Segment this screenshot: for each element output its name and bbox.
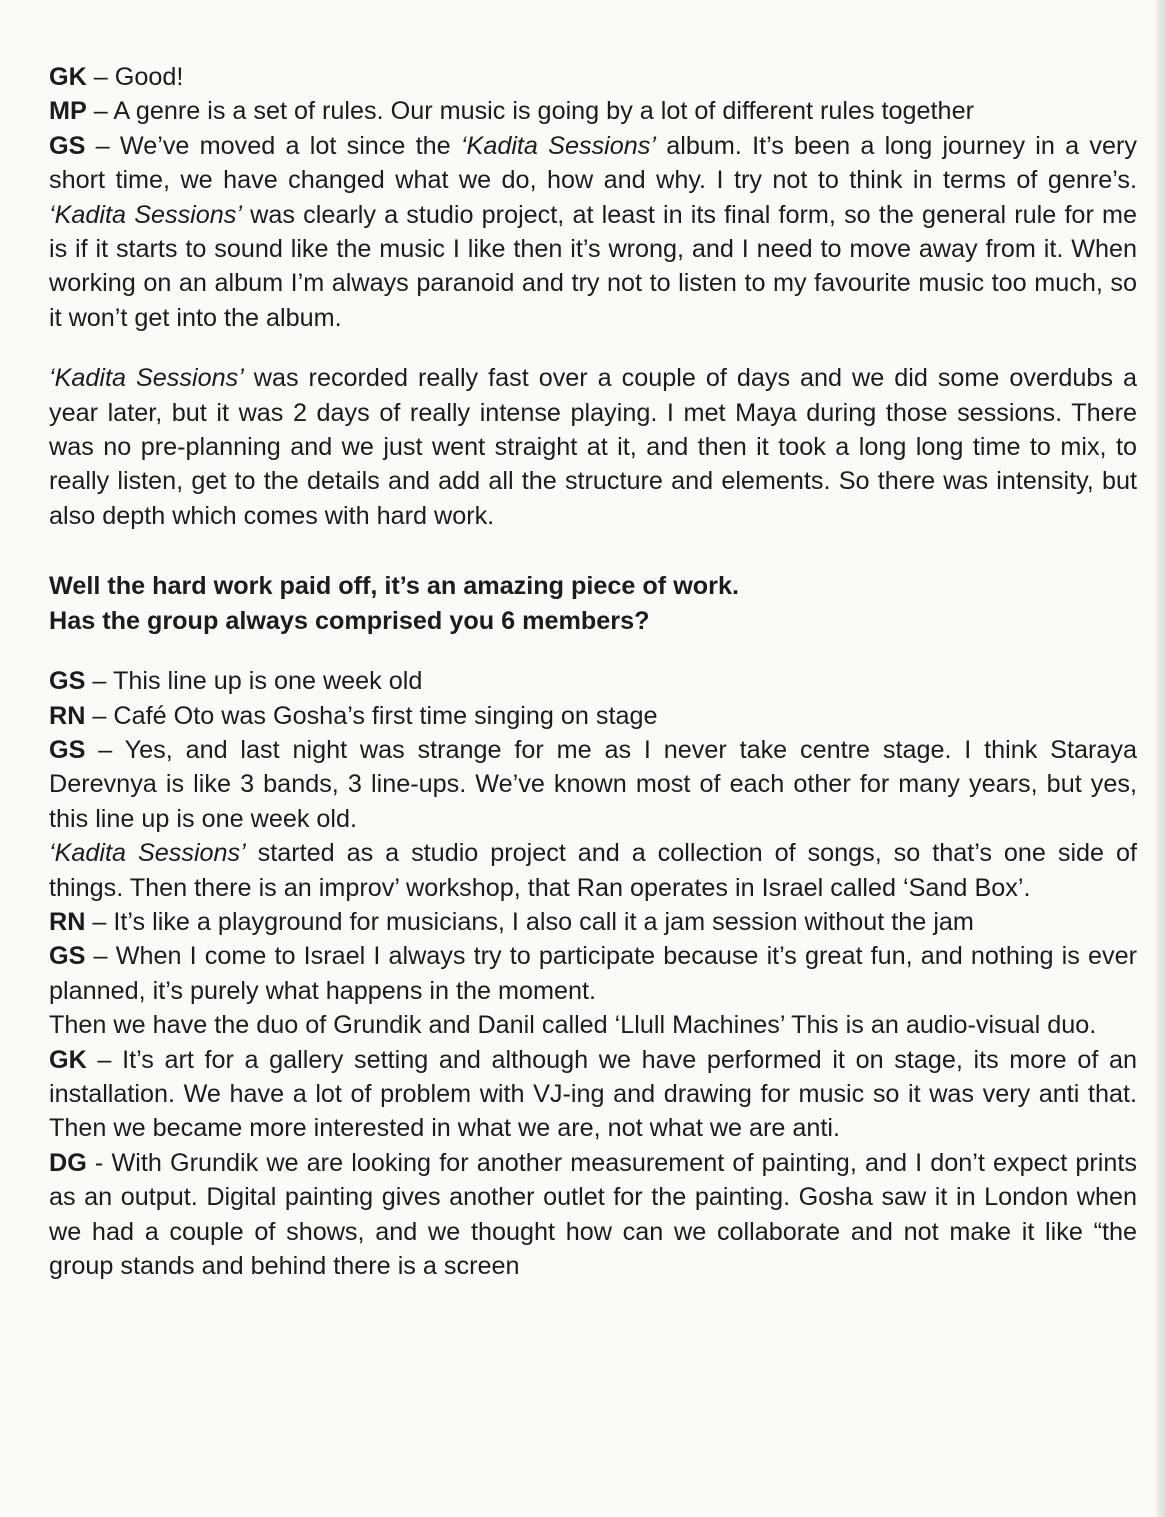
paragraph-kadita-2: ‘Kadita Sessions’ started as a studio project and a collection of songs, so that’s one side of things. Then there is an improv’ workshop, that Ran operates in Israel called ‘Sand Box’. [49,839,1137,902]
speaker-gk: GK [49,1045,87,1074]
speaker-gs: GS [49,131,86,160]
paragraph-duo: Then we have the duo of Grundik and Danil called ‘Llull Machines’ This is an audio-visual duo. [49,1011,1097,1040]
speaker-gk: GK [49,63,87,91]
speaker-gs: GS [49,667,86,696]
paragraph-rn-1: RN – Café Oto was Gosha’s first time singing on stage [49,701,658,730]
album-title: ‘Kadita Sessions’ [460,131,656,160]
paragraph-gs-2: GS – This line up is one week old [49,667,423,696]
album-title: ‘Kadita Sessions’ [49,839,246,868]
speaker-gs: GS [49,942,86,971]
paragraph-gk-2: GK – It’s art for a gallery setting and although we have performed it on stage, its more of an installation. We have a lot of problem with VJ-ing and drawing for music so it was very anti that. Then we became more interested in what we are, not what we are anti. [49,1045,1137,1143]
album-title: ‘Kadita Sessions’ [49,200,242,229]
speaker-rn: RN [49,907,86,936]
paragraph-gs-4: GS – When I come to Israel I always try to participate because it’s great fun, and nothing is ever planned, it’s purely what happens in the moment. [49,942,1137,1005]
interview-text [49,60,1137,1283]
paragraph-dg-1: DG - With Grundik we are looking for another measurement of painting, and I don’t expect prints as an output. Digital painting gives another outlet for the painting. Gosha saw it in London when we had a couple of shows, and we thought how can we collaborate and not make it like “the group stands and behind there is a screen [49,1148,1137,1280]
paragraph-gk-1: GK – Good! [49,63,184,91]
paragraph-gs-3: GS – Yes, and last night was strange for me as I never take centre stage. I think Staraya Derevnya is like 3 bands, 3 line-ups. We’ve known most of each other for many years, but yes, this line up is one week old. [49,735,1137,833]
paragraph-kadita: ‘Kadita Sessions’ was recorded really fast over a couple of days and we did some overdubs a year later, but it was 2 days of really intense playing. I met Maya during those sessions. There was no pre-planning and we just went straight at it, and then it took a long long time to mix, to really listen, get to the details and add all the structure and elements. So there was intensity, but also depth which comes with hard work. [49,364,1137,530]
paragraph-gs-1: GS – We’ve moved a lot since the ‘Kadita Sessions’ album. It’s been a long journey in a very short time, we have changed what we do, how and why. I try not to think in terms of genre’s. ‘Kadita Sessions’ was clearly a studio project, at least in its final form, so the general rule for me is if it starts to sound like the music I like then it’s wrong, and I need to move away from it. When working on an album I’m always paranoid and try not to listen to my favourite music too much, so it won’t get into the album. [49,131,1137,332]
speaker-gs: GS [49,735,86,764]
page-edge [1156,0,1166,1517]
interviewer-question-1: Well the hard work paid off, it’s an amazing piece of work. [49,572,739,601]
album-title: ‘Kadita Sessions’ [49,364,244,393]
speaker-mp: MP [49,97,87,126]
paragraph-rn-2: RN – It’s like a playground for musicians, I also call it a jam session without the jam [49,907,974,936]
paragraph-mp-1: MP – A genre is a set of rules. Our music is going by a lot of different rules together [49,97,974,126]
speaker-dg: DG [49,1148,87,1177]
interviewer-question-2: Has the group always comprised you 6 members? [49,606,650,635]
speaker-rn: RN [49,701,86,730]
